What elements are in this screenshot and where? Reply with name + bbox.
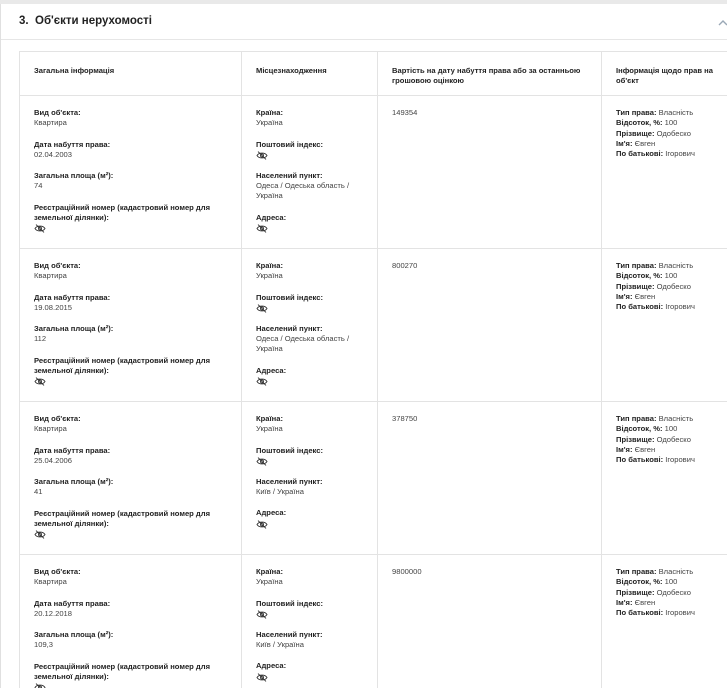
right-type-value: Власність — [658, 108, 694, 117]
total-area-field — [34, 630, 227, 651]
divider — [1, 39, 727, 40]
surname-row — [616, 588, 725, 598]
patronymic-value: Ігорович — [665, 302, 695, 312]
total-area-label: Загальна площа (м²): — [34, 324, 114, 334]
total-area-label: Загальна площа (м²): — [34, 477, 114, 487]
acquisition-date-label: Дата набуття права: — [34, 139, 111, 149]
postal-index-field — [256, 446, 363, 466]
total-area-value: 74 — [34, 181, 43, 191]
country-value: Україна — [256, 577, 283, 587]
registration-number-field — [34, 203, 227, 234]
general-info-cell — [20, 555, 242, 688]
surname-row — [616, 435, 725, 445]
settlement-label: Населений пункт: — [256, 629, 323, 639]
total-area-value: 112 — [34, 334, 47, 344]
general-info-cell — [20, 96, 242, 249]
address-label: Адреса: — [256, 365, 287, 375]
section-header[interactable] — [1, 4, 727, 40]
section-title: Об'єкти нерухомості — [35, 15, 152, 27]
acquisition-date-field — [34, 599, 227, 620]
real-estate-table — [19, 51, 727, 688]
general-info-cell — [20, 402, 242, 555]
total-area-value: 109,3 — [34, 640, 54, 650]
column-header-location: Місцезнаходження — [242, 52, 378, 96]
surname-row — [616, 129, 725, 139]
rights-cell — [602, 249, 727, 402]
eye-slash-icon — [256, 457, 268, 466]
value-cell — [378, 96, 602, 249]
share-label: Відсоток, %: — [616, 118, 663, 128]
patronymic-label: По батькові: — [616, 608, 664, 618]
postal-index-field — [256, 140, 363, 160]
surname-label: Прізвище: — [616, 281, 655, 291]
postal-index-label: Поштовий індекс: — [256, 445, 323, 455]
acquisition-date-field — [34, 293, 227, 314]
value-cell — [378, 402, 602, 555]
acquisition-date-value: 25.04.2006 — [34, 455, 73, 465]
name-row — [616, 292, 725, 302]
object-type-label: Вид об'єкта: — [34, 261, 81, 270]
country-label: Країна: — [256, 567, 283, 576]
patronymic-value: Ігорович — [665, 608, 695, 618]
name-value: Євген — [634, 444, 656, 454]
object-type-value: Квартира — [34, 424, 67, 434]
postal-index-field — [256, 293, 363, 313]
surname-label: Прізвище: — [616, 128, 655, 138]
table-body — [20, 96, 727, 688]
right-type-value: Власність — [658, 567, 694, 576]
section-card — [0, 4, 727, 688]
name-label: Ім'я: — [616, 291, 633, 301]
share-row — [616, 424, 725, 434]
patronymic-label: По батькові: — [616, 455, 664, 465]
registration-number-field — [34, 356, 227, 387]
country-field — [256, 108, 363, 129]
postal-index-field — [256, 599, 363, 619]
share-label: Відсоток, %: — [616, 271, 663, 281]
object-type-value: Квартира — [34, 577, 67, 587]
right-type-label: Тип права: — [616, 108, 657, 117]
object-type-field — [34, 567, 227, 588]
acquisition-date-label: Дата набуття права: — [34, 445, 111, 455]
eye-slash-icon — [256, 673, 268, 682]
rights-cell — [602, 555, 727, 688]
name-value: Євген — [634, 597, 656, 607]
surname-label: Прізвище: — [616, 587, 655, 597]
eye-slash-icon — [34, 224, 46, 233]
object-type-value: Квартира — [34, 118, 67, 128]
price-value: 800270 — [392, 261, 418, 270]
object-type-field — [34, 414, 227, 435]
postal-index-label: Поштовий індекс: — [256, 139, 323, 149]
country-value: Україна — [256, 271, 283, 281]
table-row — [20, 249, 727, 402]
name-label: Ім'я: — [616, 597, 633, 607]
patronymic-row — [616, 608, 725, 618]
column-header-rights: Інформація щодо прав на об'єкт — [602, 52, 727, 96]
price-value: 149354 — [392, 108, 418, 117]
share-row — [616, 577, 725, 587]
total-area-field — [34, 324, 227, 345]
object-type-field — [34, 108, 227, 129]
registration-number-label: Реєстраційний номер (кадастровий номер для земельної ділянки): — [34, 355, 211, 376]
country-value: Україна — [256, 424, 283, 434]
country-field — [256, 261, 363, 282]
location-cell — [242, 96, 378, 249]
object-type-field — [34, 261, 227, 282]
address-field — [256, 508, 363, 528]
share-value: 100 — [664, 271, 678, 281]
share-row — [616, 271, 725, 281]
acquisition-date-label: Дата набуття права: — [34, 598, 111, 608]
right-type-label: Тип права: — [616, 261, 657, 270]
acquisition-date-value: 19.08.2015 — [34, 302, 73, 312]
general-info-cell — [20, 249, 242, 402]
country-field — [256, 414, 363, 435]
chevron-up-icon[interactable] — [718, 18, 727, 28]
settlement-value: Одеса / Одеська область / Україна — [256, 181, 350, 201]
address-label: Адреса: — [256, 508, 287, 518]
name-row — [616, 598, 725, 608]
settlement-value: Київ / Україна — [256, 487, 304, 497]
settlement-value: Одеса / Одеська область / Україна — [256, 334, 350, 354]
rights-cell — [602, 96, 727, 249]
location-cell — [242, 249, 378, 402]
patronymic-label: По батькові: — [616, 302, 664, 312]
table-row — [20, 402, 727, 555]
name-label: Ім'я: — [616, 138, 633, 148]
object-type-label: Вид об'єкта: — [34, 108, 81, 117]
object-type-value: Квартира — [34, 271, 67, 281]
country-label: Країна: — [256, 108, 283, 117]
share-value: 100 — [664, 577, 678, 587]
settlement-label: Населений пункт: — [256, 476, 323, 486]
registration-number-field — [34, 662, 227, 688]
registration-number-field — [34, 509, 227, 540]
acquisition-date-label: Дата набуття права: — [34, 292, 111, 302]
country-label: Країна: — [256, 261, 283, 270]
settlement-field — [256, 324, 363, 355]
settlement-label: Населений пункт: — [256, 323, 323, 333]
right-type-value: Власність — [658, 261, 694, 270]
address-field — [256, 661, 363, 681]
right-type-row — [616, 567, 725, 577]
address-label: Адреса: — [256, 212, 287, 222]
eye-slash-icon — [256, 520, 268, 529]
acquisition-date-value: 20.12.2018 — [34, 608, 73, 618]
settlement-field — [256, 630, 363, 651]
column-header-value: Вартість на дату набуття права або за останньою грошовою оцінкою — [378, 52, 602, 96]
address-field — [256, 213, 363, 233]
acquisition-date-field — [34, 140, 227, 161]
acquisition-date-value: 02.04.2003 — [34, 149, 73, 159]
share-label: Відсоток, %: — [616, 424, 663, 434]
country-label: Країна: — [256, 414, 283, 423]
right-type-row — [616, 261, 725, 271]
patronymic-label: По батькові: — [616, 149, 664, 159]
name-row — [616, 445, 725, 455]
eye-slash-icon — [34, 530, 46, 539]
total-area-label: Загальна площа (м²): — [34, 171, 114, 181]
surname-value: Одобеско — [656, 281, 691, 291]
eye-slash-icon — [34, 377, 46, 386]
eye-slash-icon — [256, 610, 268, 619]
right-type-row — [616, 108, 725, 118]
right-type-label: Тип права: — [616, 567, 657, 576]
total-area-field — [34, 171, 227, 192]
settlement-label: Населений пункт: — [256, 170, 323, 180]
patronymic-row — [616, 302, 725, 312]
share-value: 100 — [664, 118, 678, 128]
share-row — [616, 118, 725, 128]
location-cell — [242, 402, 378, 555]
section-number: 3. — [19, 15, 29, 27]
patronymic-row — [616, 149, 725, 159]
surname-value: Одобеско — [656, 128, 691, 138]
settlement-field — [256, 477, 363, 498]
share-label: Відсоток, %: — [616, 577, 663, 587]
registration-number-label: Реєстраційний номер (кадастровий номер для земельної ділянки): — [34, 661, 211, 682]
surname-value: Одобеско — [656, 434, 691, 444]
country-field — [256, 567, 363, 588]
value-cell — [378, 555, 602, 688]
acquisition-date-field — [34, 446, 227, 467]
table-row — [20, 555, 727, 688]
rights-cell — [602, 402, 727, 555]
address-field — [256, 366, 363, 386]
settlement-field — [256, 171, 363, 202]
table-row — [20, 96, 727, 249]
name-value: Євген — [634, 138, 656, 148]
price-value: 378750 — [392, 414, 418, 423]
eye-slash-icon — [256, 377, 268, 386]
name-row — [616, 139, 725, 149]
eye-slash-icon — [256, 224, 268, 233]
registration-number-label: Реєстраційний номер (кадастровий номер для земельної ділянки): — [34, 508, 211, 529]
object-type-label: Вид об'єкта: — [34, 414, 81, 423]
patronymic-value: Ігорович — [665, 455, 695, 465]
location-cell — [242, 555, 378, 688]
total-area-value: 41 — [34, 487, 43, 497]
surname-value: Одобеско — [656, 587, 691, 597]
share-value: 100 — [664, 424, 678, 434]
postal-index-label: Поштовий індекс: — [256, 292, 323, 302]
name-label: Ім'я: — [616, 444, 633, 454]
right-type-label: Тип права: — [616, 414, 657, 423]
table-header-row — [20, 52, 727, 96]
address-label: Адреса: — [256, 661, 287, 671]
price-value: 9800000 — [392, 567, 422, 576]
column-header-general: Загальна інформація — [20, 52, 242, 96]
eye-slash-icon — [256, 151, 268, 160]
postal-index-label: Поштовий індекс: — [256, 598, 323, 608]
right-type-value: Власність — [658, 414, 694, 423]
value-cell — [378, 249, 602, 402]
patronymic-value: Ігорович — [665, 149, 695, 159]
total-area-field — [34, 477, 227, 498]
eye-slash-icon — [256, 304, 268, 313]
object-type-label: Вид об'єкта: — [34, 567, 81, 576]
right-type-row — [616, 414, 725, 424]
settlement-value: Київ / Україна — [256, 640, 304, 650]
surname-row — [616, 282, 725, 292]
country-value: Україна — [256, 118, 283, 128]
registration-number-label: Реєстраційний номер (кадастровий номер для земельної ділянки): — [34, 202, 211, 223]
total-area-label: Загальна площа (м²): — [34, 630, 114, 640]
patronymic-row — [616, 455, 725, 465]
surname-label: Прізвище: — [616, 434, 655, 444]
name-value: Євген — [634, 291, 656, 301]
